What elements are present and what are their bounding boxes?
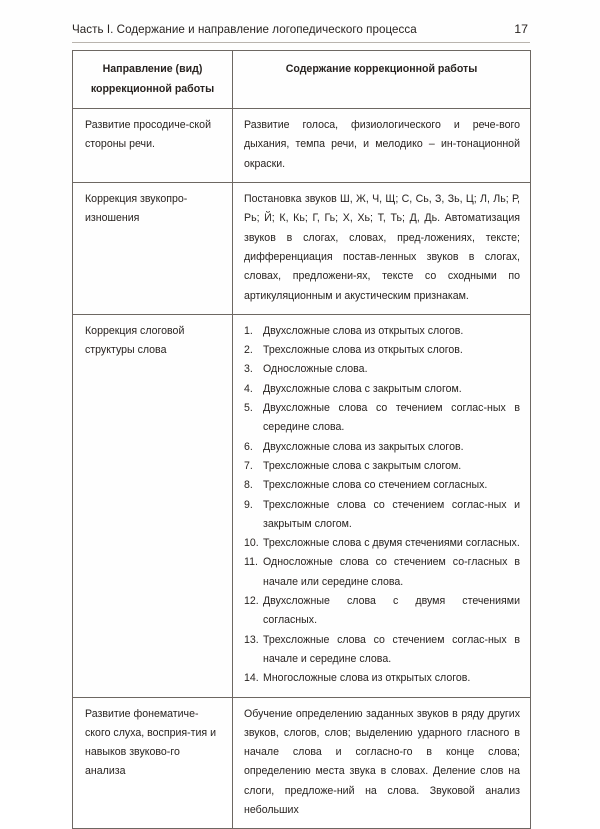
table-cell-content xyxy=(233,314,531,697)
list-item-text: Трехсложные слова со стечением соглас-ных в начале и середине слова. xyxy=(263,633,520,665)
list-item xyxy=(244,399,520,438)
list-item-text: Двухсложные слова с закрытым слогом. xyxy=(263,382,462,395)
list-item-number: 5. xyxy=(244,402,253,415)
table-cell-direction xyxy=(73,314,233,697)
page-number: 17 xyxy=(514,22,528,36)
syllable-structure-list xyxy=(244,322,520,689)
table-header-cell-direction xyxy=(73,51,233,109)
table-cell-content xyxy=(233,183,531,315)
list-item-number: 3. xyxy=(244,363,253,376)
content-paragraph: Обучение определению заданных звуков в ряду других звуков, слогов, слов; выделению ударного гласного в начале слова и согласно-го в конце слова; определению места звука в словах. Деление слов на слоги, предложе-ний на слова. Звуковой анализ небольших xyxy=(244,707,520,816)
list-item-text: Двухсложные слова из закрытых слогов. xyxy=(263,440,464,453)
table-header-direction-text: Направление (вид) коррекционной работы xyxy=(90,63,215,95)
list-item-text: Односложные слова со стечением со-гласных в начале или середине слова. xyxy=(263,556,520,588)
list-item-number: 13. xyxy=(244,633,259,646)
list-item-text: Двухсложные слова со течением соглас-ных в середине слова. xyxy=(263,402,520,434)
table-header-content-text: Содержание коррекционной работы xyxy=(285,63,478,75)
list-item xyxy=(244,669,520,688)
list-item xyxy=(244,380,520,399)
table-header-cell-content xyxy=(233,51,531,109)
list-item-number: 7. xyxy=(244,459,253,472)
list-item-number: 12. xyxy=(244,595,259,608)
content-paragraph: Развитие голоса, физиологического и рече-вого дыхания, темпа речи, и мелодико – ин-тонационной окраски. xyxy=(244,119,520,170)
list-item-text: Двухсложные слова из открытых слогов. xyxy=(263,324,464,337)
direction-text: Коррекция звукопро-изношения xyxy=(85,193,188,225)
list-item-text: Трехсложные слова из открытых слогов. xyxy=(263,344,463,357)
table-row xyxy=(73,697,531,829)
table-cell-direction xyxy=(73,697,233,829)
content-block xyxy=(233,109,530,182)
direction-text: Развитие просодиче-ской стороны речи. xyxy=(85,119,211,151)
list-item xyxy=(244,553,520,592)
list-item-text: Трехсложные слова с закрытым слогом. xyxy=(263,459,462,472)
list-item-number: 4. xyxy=(244,382,253,395)
correction-work-table xyxy=(72,50,531,829)
list-item-text: Двухсложные слова с двумя стечениями согласных. xyxy=(263,595,520,627)
table-row xyxy=(73,183,531,315)
running-head-rule xyxy=(72,42,530,43)
list-item-number: 14. xyxy=(244,672,259,685)
content-block xyxy=(233,315,530,697)
content-block xyxy=(233,698,530,829)
content-paragraph: Постановка звуков Ш, Ж, Ч, Щ; С, Сь, З, Зь, Ц; Л, Ль; Р, Рь; Й; К, Кь; Г, Гь; Х, Хь; Т, Ть; Д, Дь. Автоматизация звуков в слогах, словах, пред-ложениях, тексте; дифференциация постав-ленных звуков в слогах, словах, предложени-ях, тексте со сходными по артикуляционным и акустическим признакам. xyxy=(244,193,520,302)
list-item xyxy=(244,457,520,476)
direction-text: Развитие фонематиче-ского слуха, восприя-тия и навыков звуково-го анализа xyxy=(85,707,217,778)
list-item xyxy=(244,534,520,553)
table-row xyxy=(73,314,531,697)
running-head-title: Часть I. Содержание и направление логопедического процесса xyxy=(72,23,417,36)
content-block xyxy=(233,183,530,314)
table-cell-content xyxy=(233,697,531,829)
list-item xyxy=(244,631,520,670)
list-item xyxy=(244,341,520,360)
list-item xyxy=(244,360,520,379)
list-item-text: Односложные слова. xyxy=(263,363,368,376)
list-item-number: 9. xyxy=(244,498,253,511)
list-item-number: 10. xyxy=(244,537,259,550)
list-item-number: 6. xyxy=(244,440,253,453)
list-item xyxy=(244,592,520,631)
list-item-number: 1. xyxy=(244,324,253,337)
list-item-number: 2. xyxy=(244,344,253,357)
list-item-text: Трехсложные слова со стечением согласных. xyxy=(263,479,488,492)
running-head xyxy=(72,22,530,36)
table-header-row xyxy=(73,51,531,109)
table-row xyxy=(73,109,531,183)
list-item-text: Многосложные слова из открытых слогов. xyxy=(263,672,471,685)
list-item xyxy=(244,476,520,495)
list-item-number: 8. xyxy=(244,479,253,492)
direction-text: Коррекция слоговой структуры слова xyxy=(85,324,185,357)
list-item-number: 11. xyxy=(244,556,258,569)
list-item-text: Трехсложные слова со стечением соглас-ных и закрытым слогом. xyxy=(263,498,520,530)
table-cell-direction xyxy=(73,109,233,183)
list-item xyxy=(244,438,520,457)
table-cell-content xyxy=(233,109,531,183)
list-item xyxy=(244,322,520,341)
list-item xyxy=(244,496,520,535)
table-cell-direction xyxy=(73,183,233,315)
list-item-text: Трехсложные слова с двумя стечениями согласных. xyxy=(263,537,520,550)
